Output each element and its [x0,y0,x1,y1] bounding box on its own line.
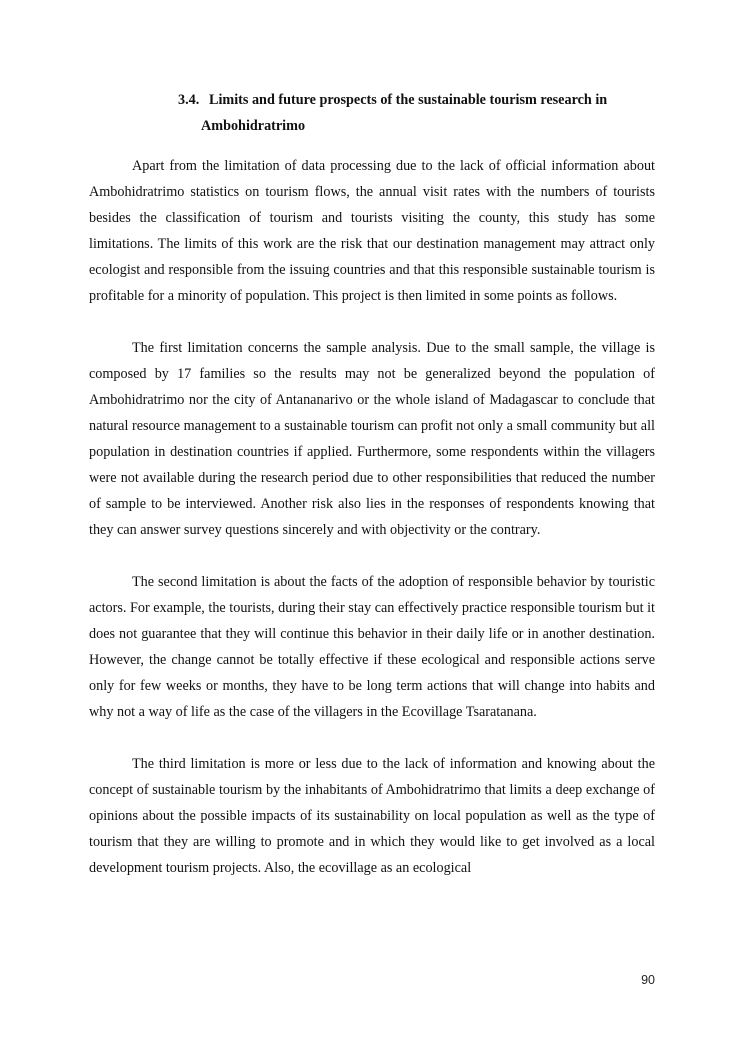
section-heading [178,87,648,139]
section-title-line-2: Ambohidratrimo [201,118,306,134]
paragraph-second-limitation: The second limitation is about the facts of the adoption of responsible behavior by touristic actors. For example, the tourists, during their stay can effectively practice responsible tourism but it does not guarantee that they will continue this behavior in their daily life or in another destination. However, the change cannot be totally effective if these ecological and responsible actions serve only for few weeks or months, they have to be long term actions that will change into habits and why not a way of life as the case of the villagers in the Ecovillage Tsaratanana. [89,574,655,720]
paragraph-intro: Apart from the limitation of data processing due to the lack of official information about Ambohidratrimo statistics on tourism flows, the annual visit rates with the numbers of tourists besides the classification of tourism and tourists visiting the county, this study has some limitations. The limits of this work are the risk that our destination management may attract only ecologist and responsible from the issuing countries and that this responsible sustainable tourism is profitable for a minority of population. This project is then limited in some points as follows. [89,158,655,304]
paragraph-third-limitation: The third limitation is more or less due to the lack of information and knowing about the concept of sustainable tourism by the inhabitants of Ambohidratrimo that limits a deep exchange of opinions about the possible impacts of its sustainability on local population as well as the type of tourism that they are willing to promote and in which they would like to get involved as a local development tourism projects. Also, the ecovillage as an ecological [89,756,655,876]
section-title-line-1: Limits and future prospects of the sustainable tourism research in [209,92,608,108]
body-text [89,153,655,907]
page-number: 90 [641,973,655,987]
paragraph-first-limitation: The first limitation concerns the sample analysis. Due to the small sample, the village is composed by 17 families so the results may not be generalized beyond the population of Ambohidratrimo nor the city of Antananarivo or the whole island of Madagascar to conclude that natural resource management to a sustainable tourism can profit not only a small community but all population in destination countries if applied. Furthermore, some respondents within the villagers were not available during the research period due to other responsibilities that reduced the number of sample to be interviewed. Another risk also lies in the responses of respondents knowing that they can answer survey questions sincerely and with objectivity or the contrary. [89,340,655,538]
section-number: 3.4. [178,92,200,108]
